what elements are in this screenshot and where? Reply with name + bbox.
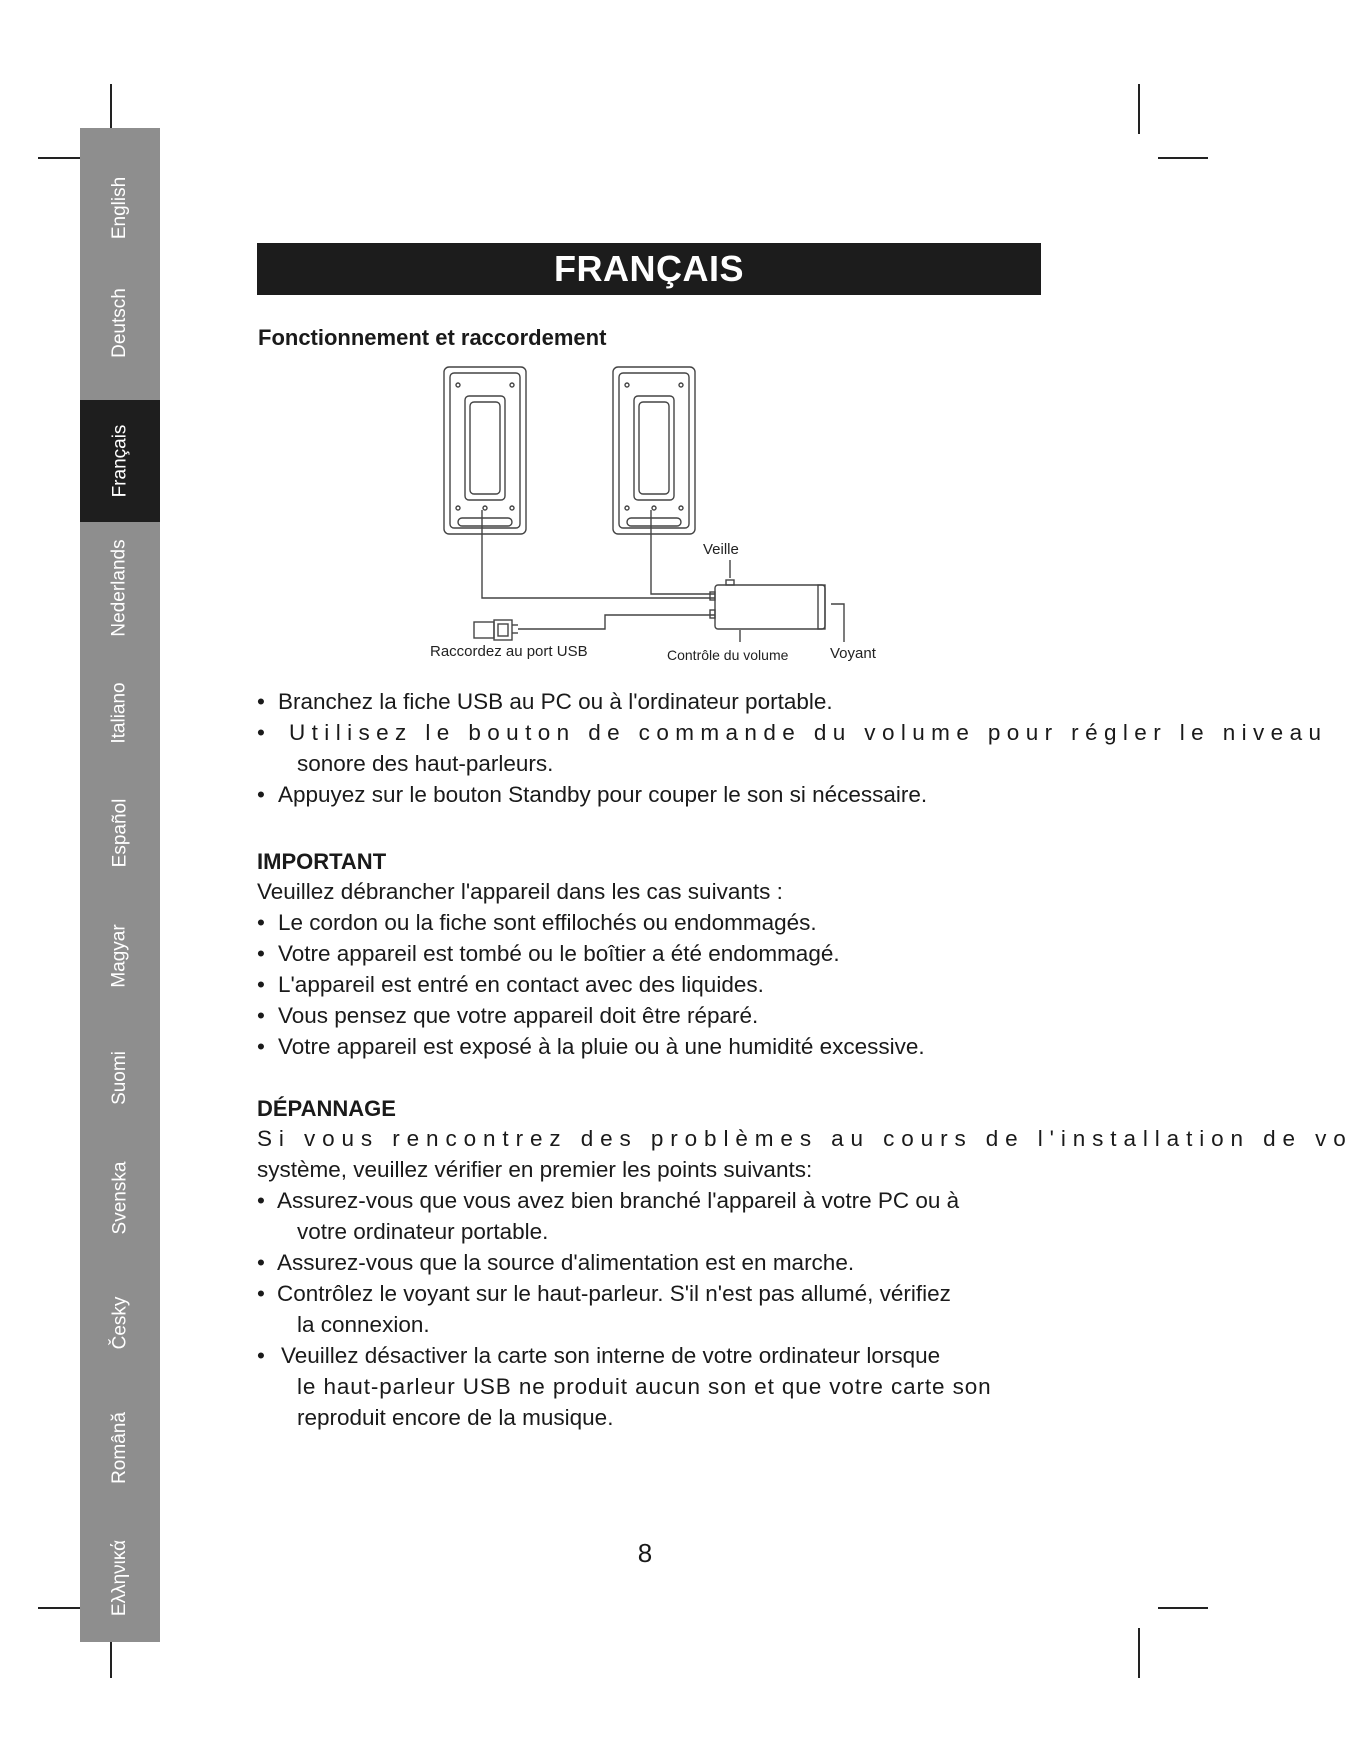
list-item: L'appareil est entré en contact avec des liquides.: [278, 972, 764, 997]
list-item-continued: votre ordinateur portable.: [297, 1219, 549, 1244]
list-item-continued: reproduit encore de la musique.: [297, 1405, 614, 1430]
bullet-dot: •: [257, 1034, 265, 1059]
lang-label: Nederlands: [109, 539, 131, 637]
lang-label: Magyar: [108, 924, 130, 988]
section-heading-important: IMPORTANT: [257, 849, 387, 874]
lang-tab-magyar[interactable]: [80, 906, 160, 1006]
label-volume: Contrôle du volume: [667, 647, 789, 663]
crop-mark: [1138, 84, 1140, 134]
list-item-continued: le haut-parleur USB ne produit aucun son et que votre carte son: [297, 1374, 992, 1399]
lang-tab-francais[interactable]: [80, 400, 160, 522]
section-heading-troubleshooting: DÉPANNAGE: [257, 1096, 396, 1121]
crop-mark: [1158, 1607, 1208, 1609]
lang-label: Suomi: [108, 1051, 130, 1105]
usb-plug-icon: [474, 620, 518, 640]
list-item-continued: sonore des haut-parleurs.: [297, 751, 554, 776]
page-number: 8: [637, 1538, 653, 1568]
troubleshooting-intro-cont: système, veuillez vérifier en premier les points suivants:: [257, 1157, 813, 1182]
list-item-continued: la connexion.: [297, 1312, 430, 1337]
list-item: Assurez-vous que vous avez bien branché l'appareil à votre PC ou à: [277, 1188, 960, 1213]
list-item: Votre appareil est exposé à la pluie ou à une humidité excessive.: [278, 1034, 925, 1059]
left-speaker-icon: [444, 367, 526, 534]
list-item: Appuyez sur le bouton Standby pour couper le son si nécessaire.: [278, 782, 928, 807]
connection-diagram: [420, 360, 900, 680]
bullet-dot: •: [257, 910, 265, 935]
list-item: Contrôlez le voyant sur le haut-parleur. S'il n'est pas allumé, vérifiez: [277, 1281, 951, 1306]
bullet-dot: •: [257, 972, 265, 997]
lang-tab-italiano[interactable]: [80, 658, 160, 768]
lang-tab-suomi[interactable]: [80, 1028, 160, 1128]
lang-label: Ελληνικά: [109, 1539, 130, 1617]
list-item: Veuillez désactiver la carte son interne de votre ordinateur lorsque: [281, 1343, 941, 1368]
bullet-dot: •: [257, 782, 265, 807]
lang-label: Deutsch: [108, 288, 130, 358]
lang-tab-romana[interactable]: [80, 1393, 160, 1503]
bullet-dot: •: [257, 941, 265, 966]
label-usb: Raccordez au port USB: [430, 643, 588, 660]
right-speaker-icon: [613, 367, 695, 534]
lang-tab-english[interactable]: [80, 158, 160, 258]
bullet-dot: •: [257, 1003, 265, 1028]
section-heading-operation: Fonctionnement et raccordement: [258, 325, 607, 350]
lang-label: Română: [108, 1412, 130, 1484]
bullet-dot: •: [257, 720, 265, 745]
troubleshooting-intro: Si vous rencontrez des problèmes au cours de l'installation de vo: [257, 1126, 1353, 1151]
lang-tab-cesky[interactable]: [80, 1273, 160, 1373]
speaker-diagram-svg: [420, 360, 900, 680]
list-item: Branchez la fiche USB au PC ou à l'ordinateur portable.: [278, 689, 833, 714]
important-intro: Veuillez débrancher l'appareil dans les cas suivants :: [257, 879, 783, 904]
lang-label: Svenska: [109, 1161, 130, 1235]
volume-control-icon: [710, 580, 825, 629]
list-item: Le cordon ou la fiche sont effilochés ou endommagés.: [278, 910, 817, 935]
lang-label: Español: [108, 798, 130, 868]
lang-label: Français: [108, 424, 130, 498]
list-item: Vous pensez que votre appareil doit être réparé.: [278, 1003, 759, 1028]
list-item: Utilisez le bouton de commande du volume pour régler le niveau: [289, 720, 1328, 745]
lang-label: English: [108, 176, 130, 240]
lang-tab-svenska[interactable]: [80, 1138, 160, 1258]
lang-label: Česky: [108, 1296, 130, 1350]
lang-tab-deutsch[interactable]: [80, 273, 160, 373]
label-led: Voyant: [830, 645, 876, 662]
list-item: Votre appareil est tombé ou le boîtier a été endommagé.: [278, 941, 840, 966]
bullet-dot: •: [257, 689, 265, 714]
lang-tab-espanol[interactable]: [80, 778, 160, 888]
crop-mark: [1158, 157, 1208, 159]
list-item: Assurez-vous que la source d'alimentation est en marche.: [277, 1250, 855, 1275]
bullet-dot: •: [257, 1343, 265, 1368]
bullet-dot: •: [257, 1250, 265, 1275]
crop-mark: [1138, 1628, 1140, 1678]
bullet-dot: •: [257, 1188, 265, 1213]
lang-tab-nederlands[interactable]: [80, 528, 160, 648]
lang-label: Italiano: [109, 682, 130, 744]
page-title: FRANÇAIS: [257, 243, 1041, 295]
lang-tab-greek[interactable]: [80, 1518, 160, 1638]
crop-mark: [110, 84, 112, 134]
label-standby: Veille: [703, 541, 739, 558]
language-sidebar: [80, 128, 160, 1642]
bullet-dot: •: [257, 1281, 265, 1306]
